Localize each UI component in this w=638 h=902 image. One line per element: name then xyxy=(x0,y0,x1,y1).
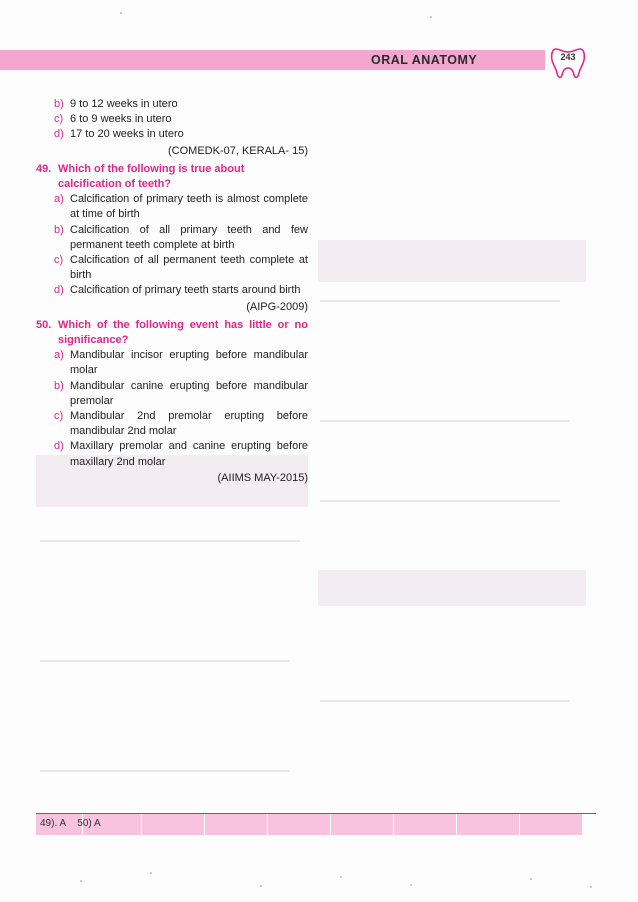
option-d: d) Calcification of primary teeth starts around birth xyxy=(54,284,301,297)
scan-speck xyxy=(410,884,412,886)
option-c: c) 6 to 9 weeks in utero xyxy=(54,113,172,126)
bleed-shade-3 xyxy=(318,570,586,606)
page-number: 243 xyxy=(560,52,576,62)
scan-speck xyxy=(590,886,592,888)
bleed-line xyxy=(40,660,290,662)
option-b: b) Calcification of all primary teeth and few permanent teeth complete at birth xyxy=(54,223,308,251)
question-50: 50. Which of the following event has little or no significance? xyxy=(36,318,308,347)
option-b: b) 9 to 12 weeks in utero xyxy=(54,98,178,110)
scan-speck xyxy=(260,885,262,887)
bleed-line xyxy=(40,540,300,542)
answer-cell xyxy=(142,814,205,835)
question-reference: (AIPG-2009) xyxy=(246,300,308,313)
scan-speck xyxy=(430,16,432,18)
question-reference: (COMEDK-07, KERALA- 15) xyxy=(168,144,308,157)
bleed-line xyxy=(320,500,560,502)
answer-cell xyxy=(394,814,457,835)
answer-cell xyxy=(331,814,394,835)
bleed-shade-1 xyxy=(318,240,586,282)
option-a: a) Mandibular incisor erupting before mandibular molar xyxy=(54,349,308,377)
answer-cell xyxy=(268,814,331,835)
bleed-line xyxy=(320,300,560,302)
answer-key-text: 49). A 50) A xyxy=(40,818,101,829)
tooth-icon xyxy=(548,43,588,81)
option-d: d) Maxillary premolar and canine erupting before maxillary 2nd molar xyxy=(54,440,308,468)
scan-speck xyxy=(340,876,342,878)
header-title: ORAL ANATOMY xyxy=(371,53,478,67)
answer-key-strip xyxy=(36,813,596,835)
scan-speck xyxy=(80,880,82,882)
option-a: a) Calcification of primary teeth is almost complete at time of birth xyxy=(54,193,308,221)
question-49: 49. Which of the following is true about calcification of teeth? xyxy=(36,162,245,191)
option-c: c) Calcification of all permanent teeth complete at birth xyxy=(54,254,308,282)
answer-cell xyxy=(205,814,268,835)
bleed-line xyxy=(40,770,290,772)
option-b: b) Mandibular canine erupting before mandibular premolar xyxy=(54,379,308,407)
question-reference: (AIIMS MAY-2015) xyxy=(217,471,308,484)
answer-key-cells xyxy=(36,814,583,835)
scan-speck xyxy=(120,12,122,14)
scan-speck xyxy=(530,878,532,880)
running-header xyxy=(0,50,638,70)
bleed-line xyxy=(320,700,570,702)
answer-cell xyxy=(457,814,520,835)
scan-speck xyxy=(150,872,152,874)
bleed-line xyxy=(320,420,570,422)
option-d: d) 17 to 20 weeks in utero xyxy=(54,128,184,141)
question-column xyxy=(36,97,308,489)
answer-cell xyxy=(520,814,583,835)
option-c: c) Mandibular 2nd premolar erupting before mandibular 2nd molar xyxy=(54,410,308,438)
